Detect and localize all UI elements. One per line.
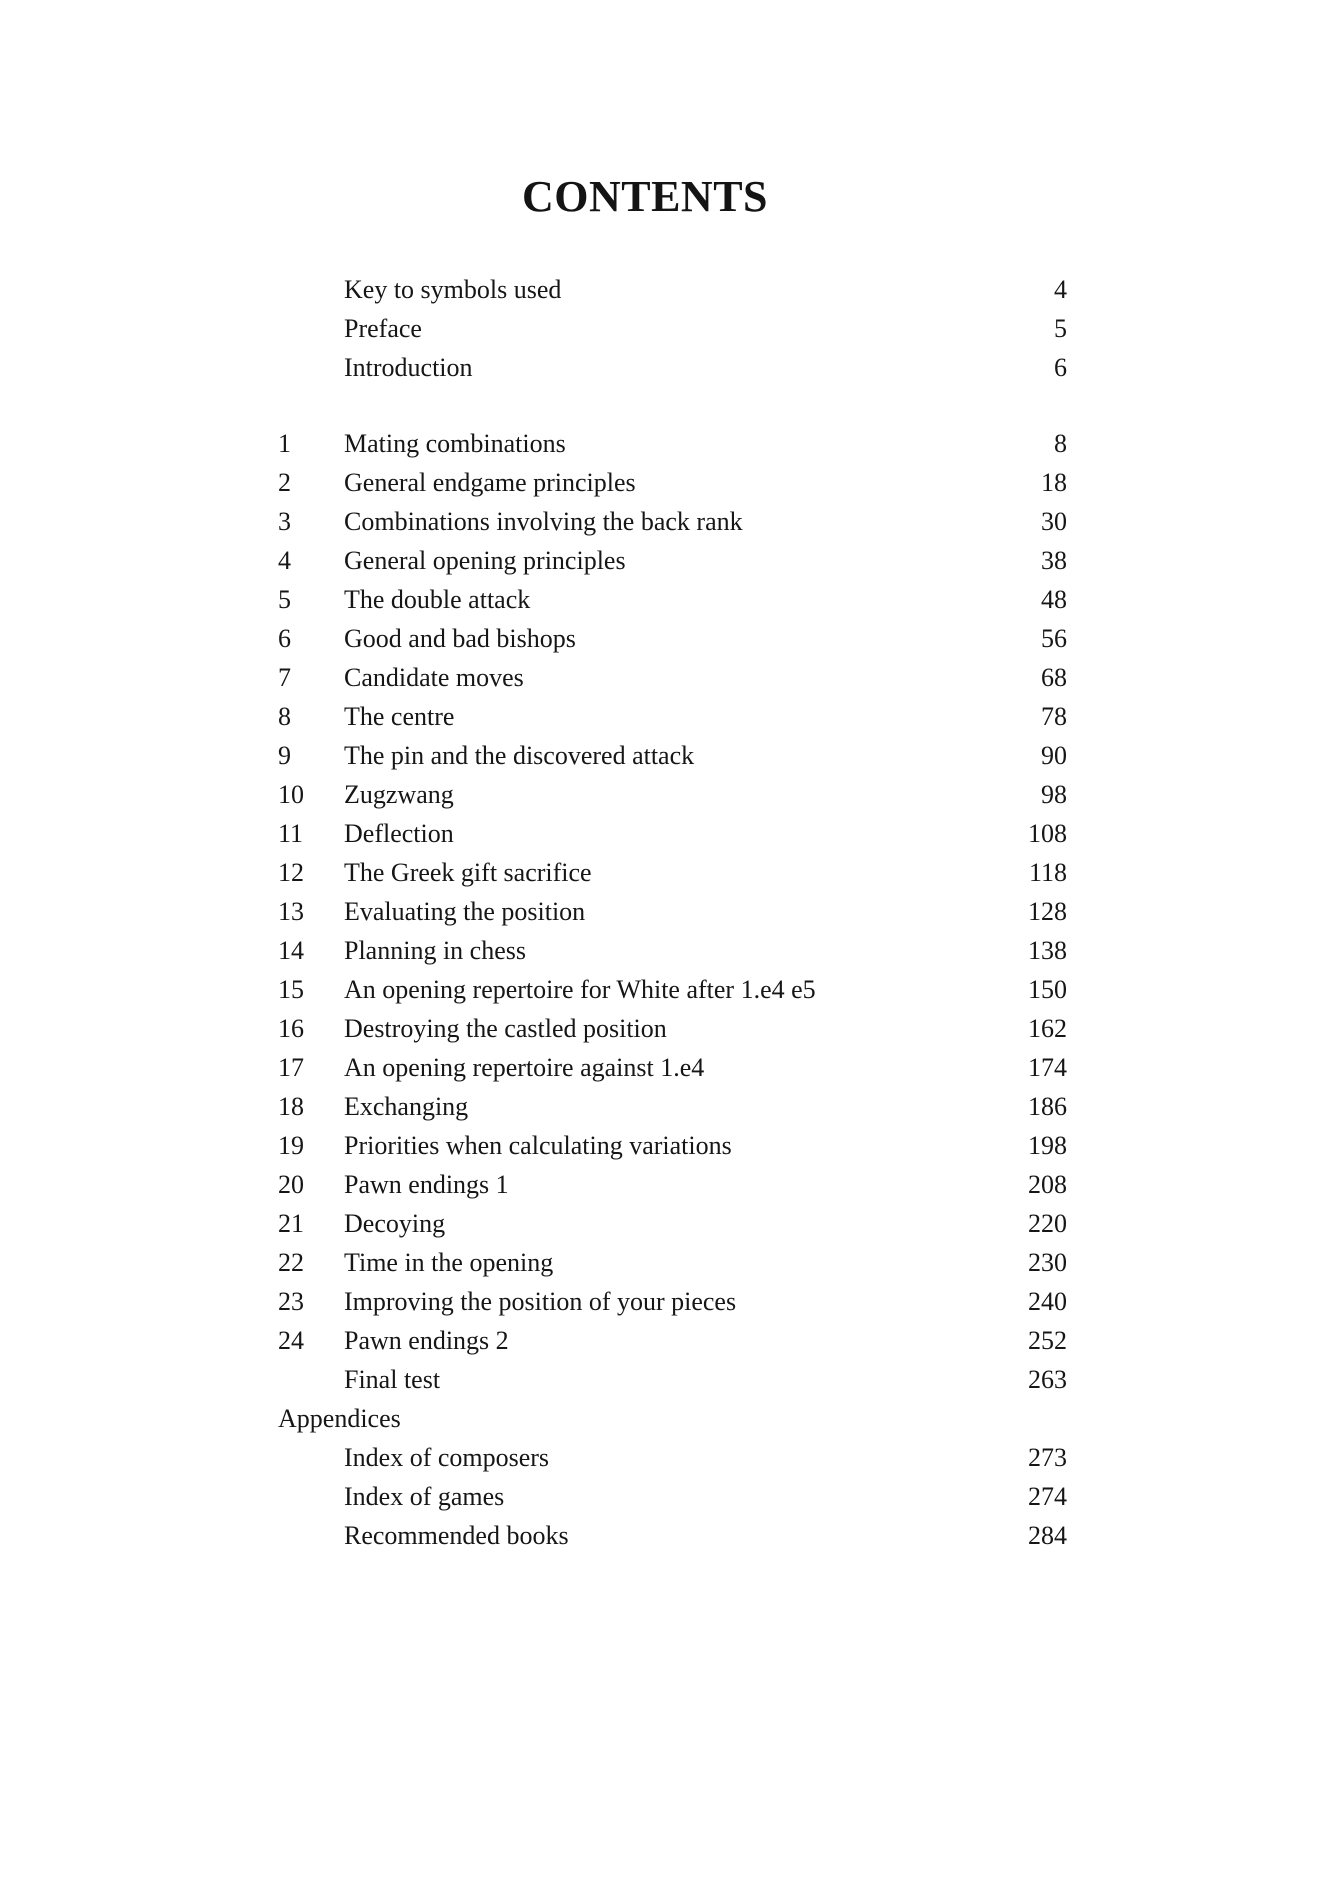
entry-title: Appendices — [278, 1404, 401, 1433]
page-number: 30 — [1041, 507, 1067, 536]
entry-title: Index of games — [344, 1482, 505, 1511]
toc-row — [278, 1516, 1067, 1555]
page-number: 6 — [1054, 353, 1067, 382]
toc-row — [278, 541, 1067, 580]
entry-title: Planning in chess — [344, 936, 526, 965]
chapter-number: 9 — [278, 741, 291, 770]
toc-row — [278, 1048, 1067, 1087]
toc-row — [278, 309, 1067, 348]
page-number: 208 — [1028, 1170, 1067, 1199]
entry-title: Pawn endings 1 — [344, 1170, 509, 1199]
toc-row — [278, 1009, 1067, 1048]
page-number: 174 — [1028, 1053, 1067, 1082]
page-number: 56 — [1041, 624, 1067, 653]
page-number: 230 — [1028, 1248, 1067, 1277]
page-number: 198 — [1028, 1131, 1067, 1160]
chapter-number: 8 — [278, 702, 291, 731]
entry-title: Good and bad bishops — [344, 624, 576, 653]
page-number: 128 — [1028, 897, 1067, 926]
page-title: CONTENTS — [521, 172, 769, 221]
page-number: 220 — [1028, 1209, 1067, 1238]
chapter-number: 12 — [278, 858, 304, 887]
toc-row — [278, 1477, 1067, 1516]
toc-row — [278, 1282, 1067, 1321]
page-number: 18 — [1041, 468, 1067, 497]
entry-title: Mating combinations — [344, 429, 566, 458]
page-number: 150 — [1028, 975, 1067, 1004]
chapter-number: 13 — [278, 897, 304, 926]
toc-row — [278, 463, 1067, 502]
toc-row — [278, 348, 1067, 387]
page-number: 138 — [1028, 936, 1067, 965]
toc-row — [278, 1360, 1067, 1399]
chapter-number: 20 — [278, 1170, 304, 1199]
toc-row — [278, 736, 1067, 775]
chapter-list — [278, 424, 1067, 1360]
entry-title: Deflection — [344, 819, 454, 848]
chapter-number: 14 — [278, 936, 304, 965]
toc-row — [278, 931, 1067, 970]
chapter-number: 23 — [278, 1287, 304, 1316]
chapter-number: 6 — [278, 624, 291, 653]
chapter-number: 10 — [278, 780, 304, 809]
entry-title: An opening repertoire for White after 1.e4 e5 — [344, 975, 816, 1004]
toc-row — [278, 424, 1067, 463]
toc-row — [278, 270, 1067, 309]
toc-row — [278, 814, 1067, 853]
toc-row — [278, 1438, 1067, 1477]
entry-title: Destroying the castled position — [344, 1014, 667, 1043]
table-of-contents — [278, 270, 1067, 1555]
chapter-number: 18 — [278, 1092, 304, 1121]
entry-title: Time in the opening — [344, 1248, 554, 1277]
toc-row — [278, 502, 1067, 541]
entry-title: The centre — [344, 702, 455, 731]
chapter-number: 7 — [278, 663, 291, 692]
entry-title: Decoying — [344, 1209, 446, 1238]
page-number: 273 — [1028, 1443, 1067, 1472]
toc-row — [278, 1321, 1067, 1360]
page-number: 162 — [1028, 1014, 1067, 1043]
chapter-number: 21 — [278, 1209, 304, 1238]
page-number: 48 — [1041, 585, 1067, 614]
page-number: 4 — [1054, 275, 1067, 304]
toc-row — [278, 580, 1067, 619]
page-number: 284 — [1028, 1521, 1067, 1550]
entry-title: Exchanging — [344, 1092, 469, 1121]
entry-title: The pin and the discovered attack — [344, 741, 695, 770]
page-number: 90 — [1041, 741, 1067, 770]
entry-title: Candidate moves — [344, 663, 524, 692]
entry-title: General endgame principles — [344, 468, 636, 497]
toc-row — [278, 658, 1067, 697]
chapter-number: 5 — [278, 585, 291, 614]
entry-title: The double attack — [344, 585, 531, 614]
entry-title: Recommended books — [344, 1521, 569, 1550]
chapter-number: 3 — [278, 507, 291, 536]
toc-row — [278, 970, 1067, 1009]
toc-row — [278, 892, 1067, 931]
page-number: 240 — [1028, 1287, 1067, 1316]
entry-title: Pawn endings 2 — [344, 1326, 509, 1355]
entry-title: Improving the position of your pieces — [344, 1287, 737, 1316]
front-matter-list — [278, 270, 1067, 387]
entry-title: The Greek gift sacrifice — [344, 858, 592, 887]
toc-row — [278, 697, 1067, 736]
toc-row — [278, 1204, 1067, 1243]
page-number: 8 — [1054, 429, 1067, 458]
toc-row — [278, 1087, 1067, 1126]
entry-title: Priorities when calculating variations — [344, 1131, 732, 1160]
back-matter-list — [278, 1360, 1067, 1555]
page-number: 252 — [1028, 1326, 1067, 1355]
page-number: 78 — [1041, 702, 1067, 731]
chapter-number: 17 — [278, 1053, 304, 1082]
entry-title: Final test — [344, 1365, 441, 1394]
entry-title: Preface — [344, 314, 422, 343]
toc-row — [278, 1243, 1067, 1282]
toc-row — [278, 853, 1067, 892]
entry-title: General opening principles — [344, 546, 626, 575]
toc-row — [278, 1126, 1067, 1165]
chapter-number: 16 — [278, 1014, 304, 1043]
page-number: 98 — [1041, 780, 1067, 809]
page-number: 186 — [1028, 1092, 1067, 1121]
page-number: 68 — [1041, 663, 1067, 692]
toc-row — [278, 619, 1067, 658]
chapter-number: 1 — [278, 429, 291, 458]
entry-title: Index of composers — [344, 1443, 550, 1472]
entry-title: Combinations involving the back rank — [344, 507, 743, 536]
chapter-number: 22 — [278, 1248, 304, 1277]
chapter-number: 24 — [278, 1326, 304, 1355]
entry-title: Introduction — [344, 353, 473, 382]
chapter-number: 4 — [278, 546, 291, 575]
entry-title: Zugzwang — [344, 780, 454, 809]
entry-title: Key to symbols used — [344, 275, 562, 304]
chapter-number: 11 — [278, 819, 304, 848]
page-number: 263 — [1028, 1365, 1067, 1394]
toc-row — [278, 775, 1067, 814]
page-number: 274 — [1028, 1482, 1067, 1511]
toc-row — [278, 1399, 1067, 1438]
entry-title: Evaluating the position — [344, 897, 586, 926]
page-number: 108 — [1028, 819, 1067, 848]
page-number: 5 — [1054, 314, 1067, 343]
chapter-number: 19 — [278, 1131, 304, 1160]
chapter-number: 2 — [278, 468, 291, 497]
toc-row — [278, 1165, 1067, 1204]
page-number: 118 — [1028, 858, 1067, 887]
entry-title: An opening repertoire against 1.e4 — [344, 1053, 705, 1082]
page-number: 38 — [1041, 546, 1067, 575]
chapter-number: 15 — [278, 975, 304, 1004]
